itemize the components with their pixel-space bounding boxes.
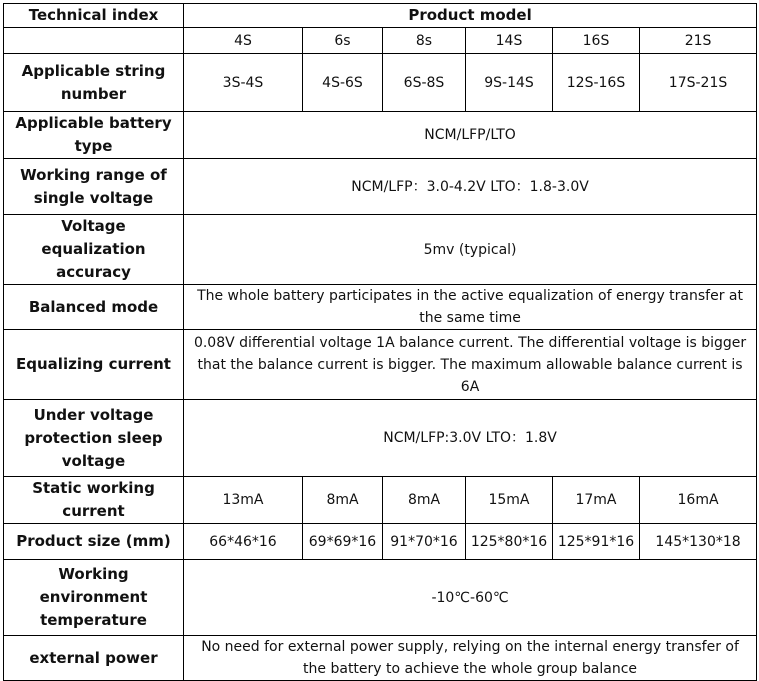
model-14s: 14S: [466, 28, 553, 54]
table-row: [4, 159, 757, 215]
row-label: Applicable battery type: [4, 112, 184, 159]
table-row: [4, 54, 757, 112]
table-row: [4, 524, 757, 560]
table-cell: 0.08V differential voltage 1A balance current. The differential voltage is bigger that the balance current is bigger. The maximum allowable balance current is 6A: [184, 330, 757, 400]
table-cell: 13mA: [184, 477, 303, 524]
row-label: Applicable string number: [4, 54, 184, 112]
blank-cell: [4, 28, 184, 54]
row-label: Balanced mode: [4, 285, 184, 330]
row-label: Under voltage protection sleep voltage: [4, 400, 184, 477]
table-row: [4, 636, 757, 681]
spec-table: [3, 3, 757, 681]
model-21s: 21S: [640, 28, 757, 54]
table-cell: 17S-21S: [640, 54, 757, 112]
table-cell: NCM/LFP/LTO: [184, 112, 757, 159]
table-cell: 17mA: [553, 477, 640, 524]
row-label: Working range of single voltage: [4, 159, 184, 215]
table-row: [4, 560, 757, 636]
table-cell: 4S-6S: [303, 54, 383, 112]
technical-index-header: Technical index: [4, 4, 184, 28]
table-cell: 145*130*18: [640, 524, 757, 560]
model-4s: 4S: [184, 28, 303, 54]
table-row: [4, 400, 757, 477]
header-row: [4, 4, 757, 28]
table-cell: 9S-14S: [466, 54, 553, 112]
row-label: Static working current: [4, 477, 184, 524]
model-6s: 6s: [303, 28, 383, 54]
model-16s: 16S: [553, 28, 640, 54]
row-label: Equalizing current: [4, 330, 184, 400]
table-cell: 6S-8S: [383, 54, 466, 112]
row-label: Voltage equalization accuracy: [4, 215, 184, 285]
table-row: [4, 112, 757, 159]
table-row: [4, 285, 757, 330]
table-cell: 8mA: [383, 477, 466, 524]
product-model-header: Product model: [184, 4, 757, 28]
model-row: [4, 28, 757, 54]
table-cell: The whole battery participates in the active equalization of energy transfer at the same time: [184, 285, 757, 330]
table-cell: 12S-16S: [553, 54, 640, 112]
table-cell: NCM/LFP：3.0-4.2V LTO：1.8-3.0V: [184, 159, 757, 215]
table-cell: No need for external power supply, relying on the internal energy transfer of the battery to achieve the whole group balance: [184, 636, 757, 681]
table-cell: -10℃-60℃: [184, 560, 757, 636]
row-label: Working environment temperature: [4, 560, 184, 636]
table-cell: 15mA: [466, 477, 553, 524]
table-cell: 8mA: [303, 477, 383, 524]
table-row: [4, 330, 757, 400]
model-8s: 8s: [383, 28, 466, 54]
table-cell: 69*69*16: [303, 524, 383, 560]
row-label: Product size (mm): [4, 524, 184, 560]
table-cell: 125*80*16: [466, 524, 553, 560]
table-cell: 5mv (typical): [184, 215, 757, 285]
table-row: [4, 215, 757, 285]
table-cell: 91*70*16: [383, 524, 466, 560]
row-label: external power: [4, 636, 184, 681]
table-cell: 125*91*16: [553, 524, 640, 560]
table-cell: 16mA: [640, 477, 757, 524]
table-row: [4, 477, 757, 524]
table-cell: NCM/LFP:3.0V LTO：1.8V: [184, 400, 757, 477]
table-cell: 3S-4S: [184, 54, 303, 112]
table-cell: 66*46*16: [184, 524, 303, 560]
